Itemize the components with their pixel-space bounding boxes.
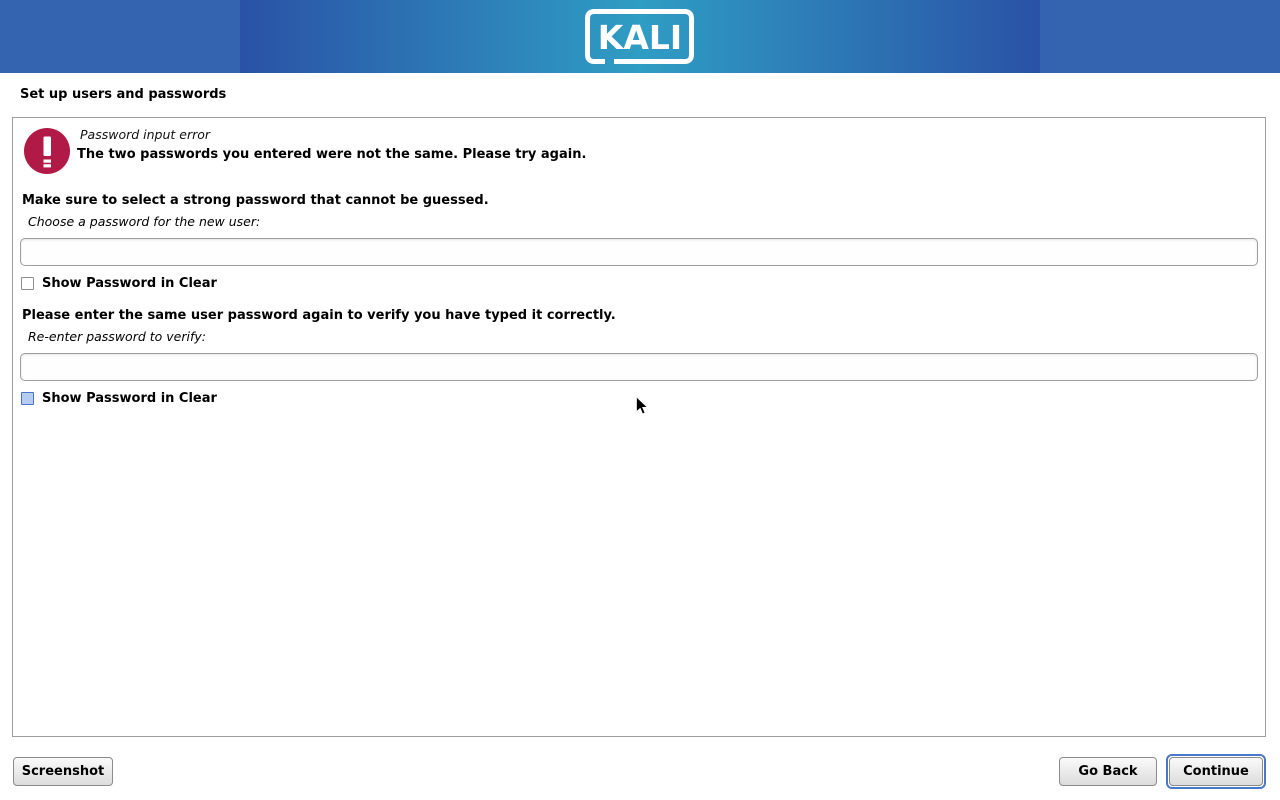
continue-button[interactable]: Continue xyxy=(1169,757,1263,786)
password-input[interactable] xyxy=(20,238,1258,266)
go-back-button[interactable]: Go Back xyxy=(1059,757,1157,786)
show-password-label-1: Show Password in Clear xyxy=(42,276,217,291)
show-password-checkbox-row-1[interactable] xyxy=(21,276,217,291)
show-password-checkbox-row-2[interactable] xyxy=(21,391,217,406)
kali-logo-text: KALI xyxy=(597,18,683,57)
verify-label: Re-enter password to verify: xyxy=(28,329,206,344)
error-icon xyxy=(24,128,70,174)
verify-instruction: Please enter the same user password again to verify you have typed it correctly. xyxy=(22,308,616,323)
password-label: Choose a password for the new user: xyxy=(28,214,261,229)
kali-banner xyxy=(0,0,1280,73)
error-message: The two passwords you entered were not the same. Please try again. xyxy=(77,147,587,162)
continue-button-focus-ring xyxy=(1166,754,1266,789)
kali-logo xyxy=(585,9,695,65)
error-title: Password input error xyxy=(80,127,211,142)
show-password-checkbox-1[interactable] xyxy=(21,277,34,290)
screenshot-button[interactable]: Screenshot xyxy=(13,757,113,786)
show-password-label-2: Show Password in Clear xyxy=(42,391,217,406)
main-panel xyxy=(12,117,1266,737)
password-instruction: Make sure to select a strong password that cannot be guessed. xyxy=(22,193,489,208)
show-password-checkbox-2[interactable] xyxy=(21,392,34,405)
verify-input[interactable] xyxy=(20,353,1258,381)
page-title: Set up users and passwords xyxy=(20,87,227,102)
